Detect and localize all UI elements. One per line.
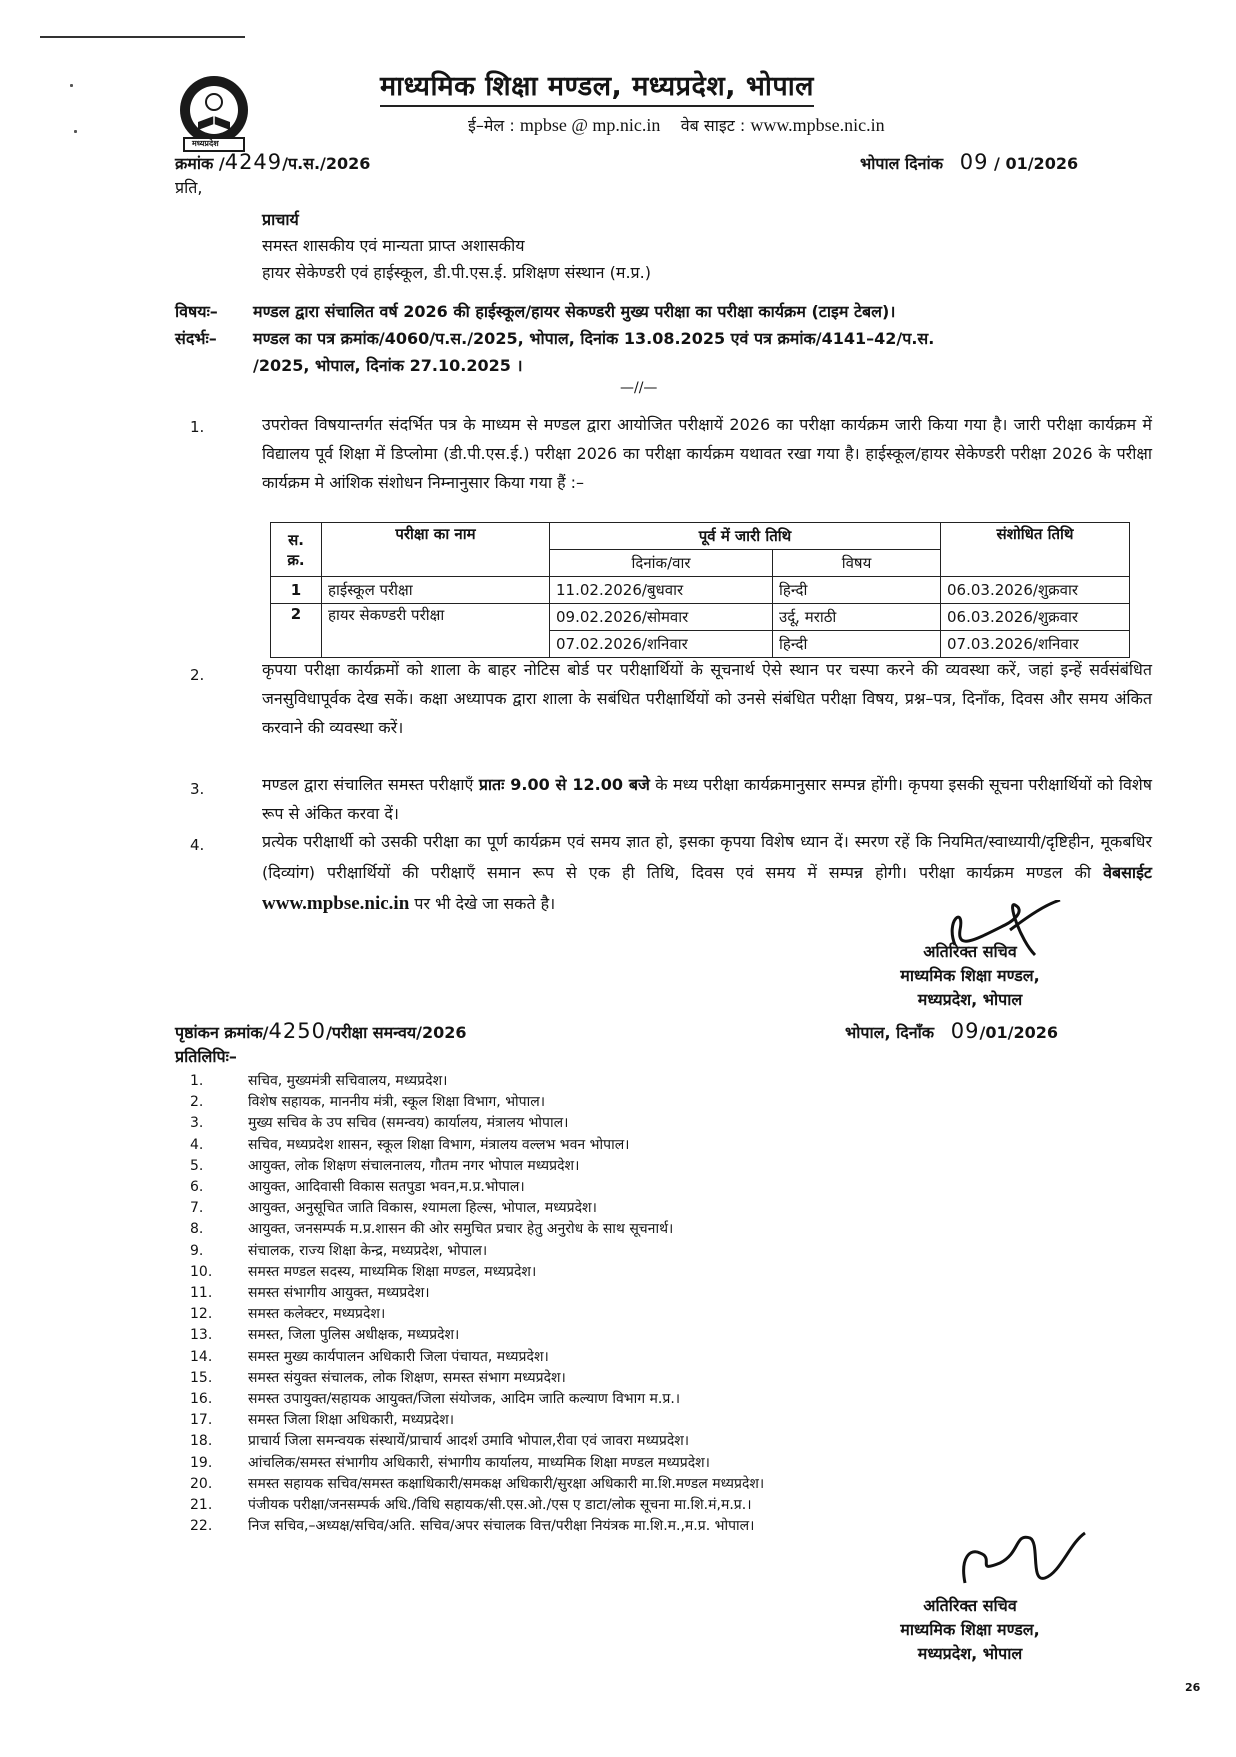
prati-label: प्रति, <box>175 178 203 197</box>
copy-list-item <box>190 1092 545 1114</box>
copy-list-item <box>190 1219 673 1241</box>
copy-item-number: 14. <box>190 1348 213 1365</box>
copy-item-text: आयुक्त, आदिवासी विकास सतपुडा भवन,म.प्र.भोपाल। <box>248 1179 525 1195</box>
copy-item-number: 20. <box>190 1475 213 1492</box>
paragraph-3-text-end: के मध्य परीक्षा कार्यक्रमानुसार सम्पन्न होंगी। कृपया इसकी सूचना परीक्षार्थियों को विशेष रूप से अंकित करवा दें। <box>262 775 1152 823</box>
copy-list-item <box>190 1262 536 1284</box>
copy-item-number: 2. <box>190 1094 204 1111</box>
letter-date-month-year: / 01/2026 <box>994 154 1079 173</box>
table-header-row <box>271 523 1130 550</box>
addressee-line: समस्त शासकीय एवं मान्यता प्राप्त अशासकीय <box>262 236 525 255</box>
copy-item-text: समस्त उपायुक्त/सहायक आयुक्त/जिला संयोजक, आदिम जाति कल्याण विभाग म.प्र.। <box>248 1391 681 1407</box>
col-subject: विषय <box>773 550 941 577</box>
endorsement-suffix: /परीक्षा समन्वय/2026 <box>325 1023 467 1042</box>
copy-item-text: आयुक्त, जनसम्पर्क म.प्र.शासन की ओर समुचित प्रचार हेतु अनुरोध के साथ सूचनार्थ। <box>248 1221 674 1238</box>
copy-item-number: 19. <box>190 1454 213 1471</box>
email-link[interactable]: mpbse @ mp.nic.in <box>519 115 661 135</box>
cell-prev-date: 07.02.2026/शनिवार <box>550 631 773 658</box>
cell-sno: 2 <box>271 604 322 658</box>
separator: —//— <box>620 380 658 396</box>
col-sno: स. क्र. <box>271 523 322 577</box>
copy-item-text: समस्त संभागीय आयुक्त, मध्यप्रदेश। <box>248 1285 430 1301</box>
copy-list-item <box>190 1071 447 1093</box>
col-previous-date: पूर्व में जारी तिथि <box>550 523 941 550</box>
copy-list-item <box>190 1516 754 1538</box>
paragraph-2: कृपया परीक्षा कार्यक्रमों को शाला के बाहर नोटिस बोर्ड पर परीक्षार्थियों के सूचनार्थ ऐसे स्थान पर चस्पा करने की व्यवस्था करें, जहां इन्हें सर्वसंबंधित जनसुविधापूर्वक देख सकें। कक्षा अध्यापक द्वारा शाला के सबंधित परीक्षार्थियों को उनसे संबंधित परीक्षा विषय, प्रश्न–पत्र, दिनाँक, दिवस और समय अंकित करवाने की व्यवस्था करें। <box>262 660 1152 737</box>
board-logo <box>170 72 258 156</box>
endorsement-date <box>845 1019 1058 1043</box>
letter-date <box>860 150 1078 174</box>
copy-item-number: 9. <box>190 1242 204 1259</box>
copy-item-text: आयुक्त, अनुसूचित जाति विकास, श्यामला हिल्स, भोपाल, मध्यप्रदेश। <box>248 1200 597 1217</box>
sandarbh-label: संदर्भः– <box>175 329 217 348</box>
paragraph-4-text: प्रत्येक परीक्षार्थी को उसकी परीक्षा का पूर्ण कार्यक्रम एवं समय ज्ञात हो, इसका कृपया विशेष ध्यान दें। स्मरण रहें कि नियमित/स्वाध्यायी/दृष्टिहीन, मूकबधिर (दिव्यांग) परीक्षार्थियों की परीक्षाएँ समान रूप से एक ही तिथि, दिवस एवं समय में सम्पन्न होगी। परीक्षा कार्यक्रम मण्डल की <box>262 832 1152 882</box>
addressee-line: हायर सेकेण्डरी एवं हाईस्कूल, डी.पी.एस.ई. प्रशिक्षण संस्थान (म.प्र.) <box>262 263 651 282</box>
email-label: ई–मेल : <box>468 116 515 135</box>
paragraph-1: उपरोक्त विषयान्तर्गत संदर्भित पत्र के माध्यम से मण्डल द्वारा आयोजित परीक्षायें 2026 का परीक्षा कार्यक्रम जारी किया गया है। जारी परीक्षा कार्यक्रम में विद्यालय पूर्व शिक्षा में डिप्लोमा (डी.पी.एस.ई.) परीक्षा 2026 का परीक्षा कार्यक्रम यथावत रखा गया है। हाईस्कूल/हायर सेकेण्डरी परीक्षा 2026 के परीक्षा कार्यक्रम मे आंशिक संशोधन निम्नानुसार किया गया हैं :– <box>262 415 1152 492</box>
copy-list-item <box>190 1368 566 1390</box>
copy-item-text: मुख्य सचिव के उप सचिव (समन्वय) कार्यालय, मंत्रालय भोपाल। <box>248 1115 569 1132</box>
table-row <box>271 577 1130 604</box>
copy-item-number: 12. <box>190 1306 213 1323</box>
copy-list-item <box>190 1156 579 1178</box>
copy-list-item <box>190 1495 752 1517</box>
copy-item-number: 6. <box>190 1179 204 1195</box>
cell-prev-date: 11.02.2026/बुधवार <box>550 577 773 604</box>
cell-exam: हाईस्कूल परीक्षा <box>322 577 550 604</box>
exam-schedule-table <box>270 522 1130 658</box>
copy-item-number: 10. <box>190 1263 213 1280</box>
cell-revised: 07.03.2026/शनिवार <box>941 631 1130 658</box>
copy-list-item <box>190 1389 680 1411</box>
letter-number-suffix: /प.स./2026 <box>282 154 371 173</box>
signatory-place: मध्यप्रदेश, भोपाल <box>917 1644 1023 1663</box>
copy-item-text: पंजीयक परीक्षा/जनसम्पर्क अधि./विधि सहायक/सी.एस.ओ./एस ए डाटा/लोक सूचना मा.शि.मं,म.प्र.। <box>248 1497 752 1513</box>
copy-item-number: 13. <box>190 1327 213 1344</box>
copy-item-text: समस्त सहायक सचिव/समस्त कक्षाधिकारी/समकक्ष अधिकारी/सुरक्षा अधिकारी मा.शि.मण्डल मध्यप्रदेश। <box>248 1475 765 1492</box>
cell-prev-date: 09.02.2026/सोमवार <box>550 604 773 631</box>
signatory-org: माध्यमिक शिक्षा मण्डल, <box>900 966 1040 985</box>
copy-list-item <box>190 1135 630 1157</box>
letter-number-handwritten: 4249 <box>224 150 283 174</box>
sandarbh-text: मण्डल का पत्र क्रमांक/4060/प.स./2025, भोपाल, दिनांक 13.08.2025 एवं पत्र क्रमांक/4141–42/प.स. <box>253 329 935 348</box>
copy-item-text: समस्त, जिला पुलिस अधीक्षक, मध्यप्रदेश। <box>248 1327 460 1344</box>
copy-list-item <box>190 1198 597 1220</box>
copy-item-text: आंचलिक/समस्त संभागीय अधिकारी, संभागीय कार्यालय, माध्यमिक शिक्षा मण्डल मध्यप्रदेश। <box>248 1454 710 1471</box>
copy-item-text: सचिव, मुख्यमंत्री सचिवालय, मध्यप्रदेश। <box>248 1073 448 1089</box>
copy-item-number: 3. <box>190 1115 204 1132</box>
copy-item-text: संचालक, राज्य शिक्षा केन्द्र, मध्यप्रदेश, भोपाल। <box>248 1242 488 1259</box>
copy-item-number: 22. <box>190 1518 213 1535</box>
organization-title: माध्यमिक शिक्षा मण्डल, मध्यप्रदेश, भोपाल <box>380 66 814 107</box>
endorsement-month-year: /01/2026 <box>979 1023 1059 1042</box>
cell-subject: हिन्दी <box>773 631 941 658</box>
paragraph-3 <box>262 770 1152 828</box>
endorsement-day-handwritten: 09 <box>950 1019 980 1043</box>
signatory-place: मध्यप्रदेश, भोपाल <box>917 990 1023 1009</box>
copy-list-item <box>190 1474 764 1496</box>
website-label-bold: वेबसाईट <box>1103 863 1152 882</box>
copy-item-text: निज सचिव,–अध्यक्ष/सचिव/अति. सचिव/अपर संचालक वित्त/परीक्षा नियंत्रक मा.शि.म.,म.प्र. भोपाल। <box>248 1518 755 1535</box>
copy-list-item <box>190 1410 454 1432</box>
copy-item-number: 21. <box>190 1497 213 1513</box>
letter-number <box>175 150 370 174</box>
col-date-day: दिनांक/वार <box>550 550 773 577</box>
copy-item-number: 4. <box>190 1136 204 1153</box>
scan-border-line <box>40 36 245 38</box>
copy-item-text: सचिव, मध्यप्रदेश शासन, स्कूल शिक्षा विभाग, मंत्रालय वल्लभ भवन भोपाल। <box>248 1136 630 1153</box>
subject-label: विषयः– <box>175 302 218 321</box>
signatory-designation: अतिरिक्त सचिव <box>923 1596 1017 1615</box>
website-link[interactable]: www.mpbse.nic.in <box>750 115 885 135</box>
copy-item-text: समस्त मुख्य कार्यपालन अधिकारी जिला पंचायत, मध्यप्रदेश। <box>248 1348 549 1365</box>
letter-date-day-handwritten: 09 <box>959 150 989 174</box>
sandarbh-line-2: /2025, भोपाल, दिनांक 27.10.2025 । <box>253 356 523 375</box>
copy-to-label: प्रतिलिपिः– <box>175 1047 237 1066</box>
signature-scribble <box>960 1528 1090 1592</box>
copy-item-number: 17. <box>190 1412 213 1429</box>
page-number: 26 <box>1185 1681 1201 1694</box>
copy-item-number: 15. <box>190 1369 213 1386</box>
copy-item-number: 1. <box>190 1073 204 1089</box>
copy-item-text: समस्त जिला शिक्षा अधिकारी, मध्यप्रदेश। <box>248 1412 455 1429</box>
endorsement-number-handwritten: 4250 <box>268 1019 326 1043</box>
letter-number-label: क्रमांक / <box>175 154 225 173</box>
endorsement-number <box>175 1019 467 1043</box>
signature-block-1 <box>870 940 1070 1012</box>
copy-list-item <box>190 1431 689 1453</box>
cell-subject: उर्दू, मराठी <box>773 604 941 631</box>
addressee-line: प्राचार्य <box>262 210 299 229</box>
table-row <box>271 604 1130 631</box>
copy-list-item <box>190 1241 487 1263</box>
endorsement-date-label: भोपाल, दिनाँक <box>845 1023 935 1042</box>
website-link-inline[interactable]: www.mpbse.nic.in <box>262 893 410 914</box>
exam-time-highlight: प्रातः 9.00 से 12.00 बजे <box>478 775 650 794</box>
copy-item-number: 11. <box>190 1285 213 1301</box>
cell-exam: हायर सेकण्डरी परीक्षा <box>322 604 550 658</box>
cell-revised: 06.03.2026/शुक्रवार <box>941 577 1130 604</box>
signatory-org: माध्यमिक शिक्षा मण्डल, <box>900 1620 1040 1639</box>
col-revised-date: संशोधित तिथि <box>941 523 1130 577</box>
endorsement-label: पृष्ठांकन क्रमांक/ <box>175 1023 269 1042</box>
paragraph-3-text: मण्डल द्वारा संचालित समस्त परीक्षाएँ <box>262 775 479 794</box>
copy-item-text: समस्त संयुक्त संचालक, लोक शिक्षण, समस्त संभाग मध्यप्रदेश। <box>248 1369 566 1386</box>
copy-list-item <box>190 1113 568 1135</box>
website-label: वेब साइट : <box>680 116 746 135</box>
letter-date-label: भोपाल दिनांक <box>860 154 943 173</box>
paragraph-number: 3. <box>190 780 205 798</box>
copy-list-item <box>190 1304 385 1326</box>
copy-item-text: समस्त मण्डल सदस्य, माध्यमिक शिक्षा मण्डल, मध्यप्रदेश। <box>248 1263 537 1280</box>
sandarbh-line <box>175 327 934 349</box>
copy-item-number: 16. <box>190 1391 213 1407</box>
scan-speck <box>70 84 73 87</box>
cell-subject: हिन्दी <box>773 577 941 604</box>
copy-item-number: 7. <box>190 1200 204 1217</box>
copy-item-number: 5. <box>190 1157 204 1174</box>
copy-item-text: प्राचार्य जिला समन्वयक संस्थायें/प्राचार्य आदर्श उमावि भोपाल,रीवा एवं जावरा मध्यप्रदेश। <box>248 1433 690 1450</box>
subject-line <box>175 300 895 322</box>
copy-list-item <box>190 1347 549 1369</box>
copy-item-number: 8. <box>190 1221 204 1238</box>
copy-item-text: विशेष सहायक, माननीय मंत्री, स्कूल शिक्षा विभाग, भोपाल। <box>248 1094 546 1111</box>
paragraph-number: 2. <box>190 666 205 684</box>
copy-list-item <box>190 1325 459 1347</box>
paragraph-number: 1. <box>190 418 205 436</box>
subject-text: मण्डल द्वारा संचालित वर्ष 2026 की हाईस्कूल/हायर सेकण्डरी मुख्य परीक्षा का परीक्षा कार्यक्रम (टाइम टेबल)। <box>253 302 896 321</box>
copy-item-text: समस्त कलेक्टर, मध्यप्रदेश। <box>248 1306 386 1323</box>
contact-line <box>468 114 885 136</box>
paragraph-4-text-end: पर भी देखे जा सकते है। <box>409 894 556 913</box>
logo-caption: मध्यप्रदेश <box>192 139 219 148</box>
copy-list-item <box>190 1453 710 1475</box>
scan-speck <box>74 130 77 133</box>
cell-revised: 06.03.2026/शुक्रवार <box>941 604 1130 631</box>
copy-list-item <box>190 1177 525 1199</box>
signature-block-2 <box>870 1594 1070 1666</box>
paragraph-number: 4. <box>190 836 205 854</box>
cell-sno: 1 <box>271 577 322 604</box>
copy-list-item <box>190 1283 430 1305</box>
copy-item-text: आयुक्त, लोक शिक्षण संचालनालय, गौतम नगर भोपाल मध्यप्रदेश। <box>248 1157 580 1174</box>
signatory-designation: अतिरिक्त सचिव <box>923 942 1017 961</box>
copy-item-number: 18. <box>190 1433 213 1450</box>
col-exam-name: परीक्षा का नाम <box>322 523 550 577</box>
